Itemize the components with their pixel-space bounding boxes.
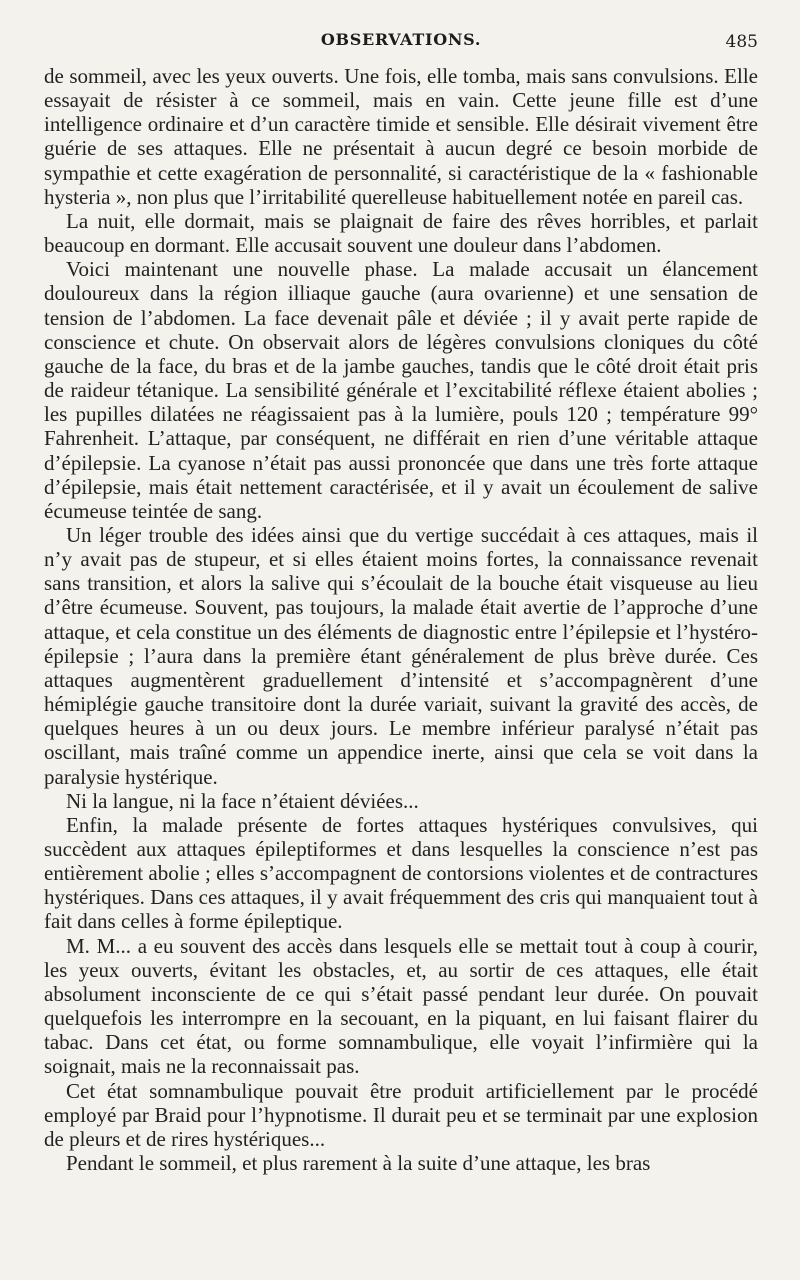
paragraph-6: Enfin, la malade présente de fortes attaques hystériques convulsives, qui succèdent aux attaques épileptiformes et dans lesquelles la conscience n’est pas entièrement abolie ; elles s’accompagnent de contorsions violentes et de contractures hystériques. Dans ces attaques, il y avait fréquemment des cris qui manquaient tout à fait dans celles à forme épileptique.: [44, 812, 758, 934]
paragraph-8: Cet état somnambulique pouvait être produit artificiellement par le procédé employé par Braid pour l’hypnotisme. Il durait peu et se terminait par une explosion de pleurs et de rires hystériques...: [44, 1078, 758, 1151]
running-head: OBSERVATIONS.: [320, 30, 482, 49]
paragraph-9: Pendant le sommeil, et plus rarement à la suite d’une attaque, les bras: [66, 1151, 651, 1176]
main-text: [44, 64, 758, 1175]
paragraph-1: de sommeil, avec les yeux ouverts. Une fois, elle tomba, mais sans convulsions. Elle essayait de résister à ce sommeil, mais en vain. Cette jeune fille est d’une intelligence ordinaire et d’un caractère timide et sensible. Elle désirait vivement être guérie de ses attaques. Elle ne présentait à aucun degré ce besoin morbide de sympathie et cette exagération de personnalité, si caractéristique de la « fashionable hysteria », non plus que l’irritabilité querelleuse habituellement notée en pareil cas.: [44, 64, 758, 209]
page-number: 485: [725, 32, 758, 52]
paragraph-2: La nuit, elle dormait, mais se plaignait de faire des rêves horribles, et parlait beaucoup en dormant. Elle accusait souvent une douleur dans l’abdomen.: [44, 208, 758, 258]
page-header: [44, 30, 758, 58]
paragraph-3: Voici maintenant une nouvelle phase. La malade accusait un élancement douloureux dans la région illiaque gauche (aura ovarienne) et une sensation de tension de l’abdomen. La face devenait pâle et déviée ; il y avait perte rapide de conscience et chute. On observait alors de légères convulsions cloniques du côté gauche de la face, du bras et de la jambe gauches, tandis que le côté droit était pris de raideur tétanique. La sensibilité générale et l’excitabilité réflexe étaient abolies ; les pupilles dilatées ne réagissaient pas à la lumière, pouls 120 ; température 99° Fahrenheit. L’attaque, par conséquent, ne différait en rien d’une véritable attaque d’épilepsie. La cyanose n’était pas aussi prononcée que dans une très forte attaque d’épilepsie, mais était nettement caractérisée, et il y avait un écoulement de salive écumeuse teintée de sang.: [44, 257, 758, 523]
paragraph-5: Ni la langue, ni la face n’étaient déviées...: [66, 788, 419, 813]
paragraph-4: Un léger trouble des idées ainsi que du vertige succédait à ces attaques, mais il n’y avait pas de stupeur, et si elles étaient moins fortes, la connaissance revenait sans transition, et alors la salive qui s’écoulait de la bouche était visqueuse au lieu d’être écumeuse. Souvent, pas toujours, la malade était avertie de l’approche d’une attaque, et cela constitue un des éléments de diagnostic entre l’épilepsie et l’hystéro-épilepsie ; l’aura dans la première étant généralement de plus brève durée. Ces attaques augmentèrent graduellement d’intensité et s’accompagnèrent d’une hémiplégie gauche transitoire dont la durée variait, suivant la gravité des accès, de quelques heures à un ou deux jours. Le membre inférieur paralysé n’était pas oscillant, mais traîné comme un appendice inerte, ainsi que cela se voit dans la paralysie hystérique.: [44, 522, 758, 789]
paragraph-7: M. M... a eu souvent des accès dans lesquels elle se mettait tout à coup à courir, les yeux ouverts, évitant les obstacles, et, au sortir de ces attaques, elle était absolument inconsciente de ce qui s’était passé pendant leur durée. On pouvait quelquefois les interrompre en la secouant, en la piquant, en lui faisant flairer du tabac. Dans cet état, ou forme somnambulique, elle voyait l’infirmière qui la soignait, mais ne la reconnaissait pas.: [44, 933, 758, 1079]
